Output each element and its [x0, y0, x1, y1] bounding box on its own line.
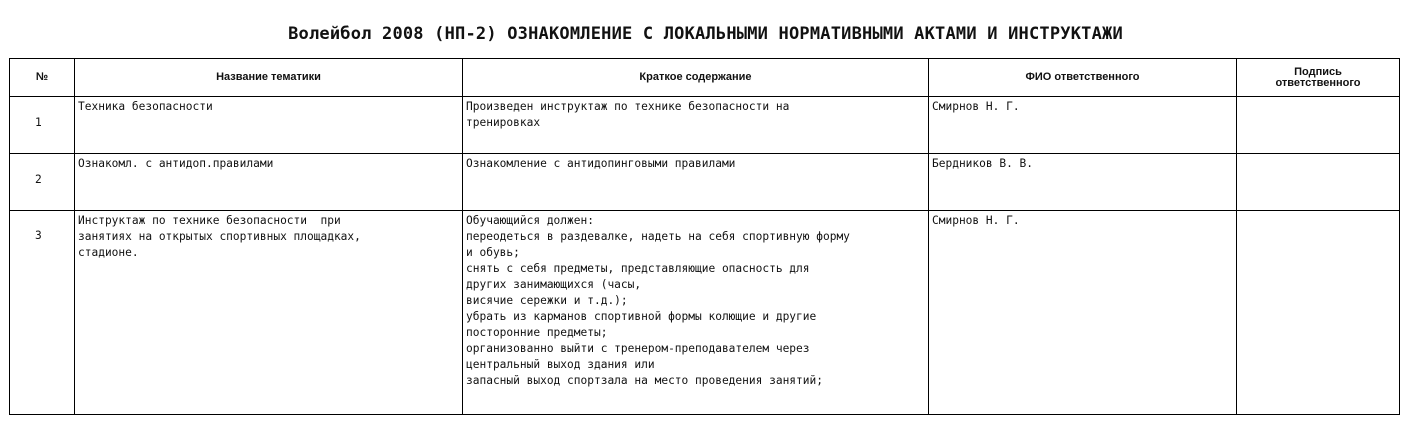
responsible-cell — [929, 154, 1237, 211]
topic-text: Техника безопасности — [78, 100, 213, 113]
table-row — [10, 97, 1400, 154]
row-number-cell — [10, 211, 75, 415]
summary-text: Обучающийся должен: переодеться в раздевалке, надеть на себя спортивную форму и обувь; снять с себя предметы, представляющие опасность для других занимающихся (часы, висячие сережки и т.д.); убрать из карманов спортивной формы колющие и другие посторонние предметы; организованно выйти с тренером-преподавателем через центральный выход здания или запасный выход спортзала на место проведения занятий; — [466, 214, 850, 387]
topic-cell — [75, 211, 463, 415]
signature-text — [1237, 154, 1399, 156]
row-number-cell — [10, 97, 75, 154]
summary-cell — [463, 154, 929, 211]
responsible-text: Смирнов Н. Г. — [932, 100, 1020, 113]
signature-text — [1237, 97, 1399, 99]
header-signature: Подпись ответственного — [1237, 59, 1400, 97]
signature-cell — [1237, 154, 1400, 211]
summary-cell — [463, 97, 929, 154]
header-topic: Название тематики — [75, 59, 463, 97]
responsible-text: Смирнов Н. Г. — [932, 214, 1020, 227]
summary-cell — [463, 211, 929, 415]
row-number: 1 — [35, 116, 42, 129]
header-responsible: ФИО ответственного — [929, 59, 1237, 97]
page-title: Волейбол 2008 (НП-2) ОЗНАКОМЛЕНИЕ С ЛОКАЛЬНЫМИ НОРМАТИВНЫМИ АКТАМИ И ИНСТРУКТАЖИ — [288, 24, 1123, 44]
topic-text: Инструктаж по технике безопасности при занятиях на открытых спортивных площадках, стадионе. — [78, 214, 361, 259]
responsible-cell — [929, 97, 1237, 154]
row-number: 2 — [35, 173, 42, 186]
signature-cell — [1237, 211, 1400, 415]
briefings-table — [9, 58, 1400, 415]
signature-text — [1237, 211, 1399, 213]
signature-cell — [1237, 97, 1400, 154]
topic-text: Ознакомл. с антидоп.правилами — [78, 157, 274, 170]
summary-text: Произведен инструктаж по технике безопасности на тренировках — [466, 100, 790, 129]
topic-cell — [75, 154, 463, 211]
table-row — [10, 154, 1400, 211]
row-number-cell — [10, 154, 75, 211]
responsible-cell — [929, 211, 1237, 415]
header-number: № — [10, 59, 75, 97]
table-header-row — [10, 59, 1400, 97]
row-number: 3 — [35, 229, 42, 242]
topic-cell — [75, 97, 463, 154]
header-summary: Краткое содержание — [463, 59, 929, 97]
summary-text: Ознакомление с антидопинговыми правилами — [466, 157, 736, 170]
table-row — [10, 211, 1400, 415]
responsible-text: Бердников В. В. — [932, 157, 1034, 170]
